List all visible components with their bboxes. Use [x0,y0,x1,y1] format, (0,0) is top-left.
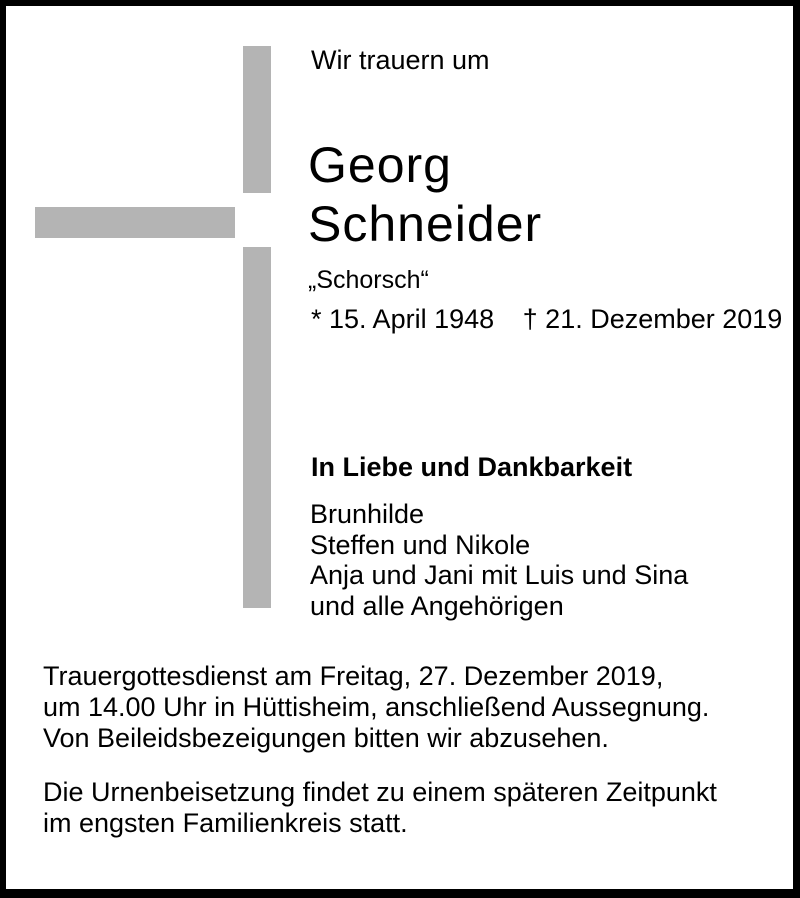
cross-vertical-top-bar [243,46,271,193]
life-dates [311,303,782,335]
closing-line: In Liebe und Dankbarkeit [311,452,633,482]
birth-date: * 15. April 1948 [311,304,495,334]
service-line: Von Beileidsbezeigungen bitten wir abzusehen. [43,723,609,753]
burial-line: Die Urnenbeisetzung findet zu einem späteren Zeitpunkt [43,777,717,807]
mourner-line: Steffen und Nikole [310,529,531,560]
intro-line: Wir trauern um [311,45,490,75]
mourner-line: Anja und Jani mit Luis und Sina [310,560,689,590]
nickname: „Schorsch“ [308,266,429,294]
service-info [43,661,709,754]
burial-line: im engsten Familienkreis statt. [43,808,408,838]
deceased-last-name: Schneider [308,196,543,252]
mourner-line: und alle Angehörigen [310,590,564,621]
mourner-line: Brunhilde [310,499,425,529]
mourners-list [310,499,688,621]
deceased-first-name: Georg [308,137,452,193]
cross-horizontal-bar [35,207,235,238]
deceased-name [308,136,542,254]
service-line: Trauergottesdienst am Freitag, 27. Dezember 2019, [43,661,664,691]
death-date: † 21. Dezember 2019 [522,304,783,334]
burial-info [43,777,717,839]
cross-vertical-bottom-bar [243,247,271,608]
service-line: um 14.00 Uhr in Hüttisheim, anschließend Aussegnung. [43,692,710,722]
